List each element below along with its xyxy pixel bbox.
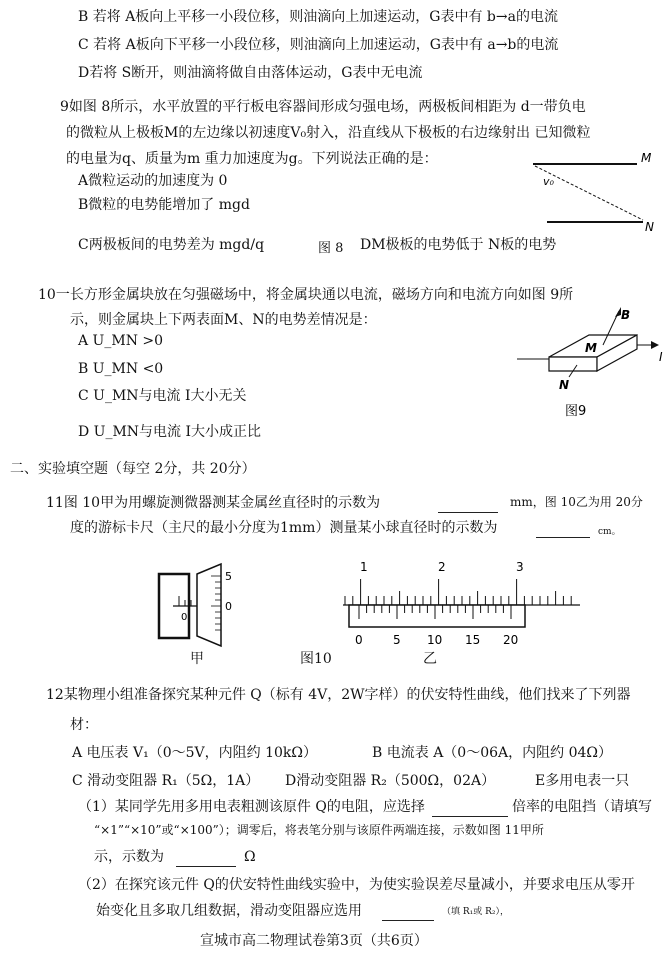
thimble-label-5: 5 — [225, 570, 232, 583]
q12-part2-line2: 始变化且多取几组数据，滑动变阻器应选用 — [96, 903, 362, 919]
q11-line2-unit: cm。 — [598, 527, 621, 537]
sleeve-label-0: 0 — [181, 612, 188, 623]
current-arrowhead — [651, 341, 659, 349]
q10-option-a: A U_MN >0 — [78, 333, 164, 349]
vernier-label-0: 0 — [355, 633, 363, 647]
section-heading: 二、实验填空题（每空 2分，共 20分） — [10, 461, 256, 477]
q12-equipment-d: D滑动变阻器 R₂（500Ω，02A） — [285, 773, 496, 789]
vernier-label-20: 20 — [503, 633, 519, 647]
main-scale-ticks — [345, 579, 571, 605]
q8-option-c: C 若将 A板向下平移一小段位移，则油滴向上加速运动，G表中有 a→b的电流 — [78, 37, 559, 53]
q9-stem-line3: 的电量为q、质量为m 重力加速度为g。下列说法正确的是： — [66, 151, 438, 167]
block-front-face — [549, 357, 597, 371]
q9-option-a: A微粒运动的加速度为 0 — [78, 173, 228, 189]
q11-answer-blank-2[interactable] — [536, 537, 590, 538]
plate-n-label: N — [645, 220, 654, 232]
q12-equipment-e: E多用电表一只 — [535, 773, 630, 789]
q9-option-c: C两极板间的电势差为 mgd/q — [78, 237, 265, 253]
figure-9-label: 图9 — [565, 404, 587, 419]
q9-stem-line2: 的微粒从上极板M的左边缘以初速度V₀射入，沿直线从下极板的右边缘射出 已知微粒 — [66, 125, 591, 141]
q8-option-d: D若将 S断开，则油滴将做自由落体运动，G表中无电流 — [78, 65, 423, 81]
q11-answer-blank-1[interactable] — [438, 512, 498, 513]
q12-answer-blank-reading[interactable] — [176, 866, 236, 867]
figure-10-yi-label: 乙 — [423, 651, 437, 667]
figure-9-metal-block — [515, 305, 665, 425]
n-label: N — [559, 378, 570, 392]
vernier-label-10: 10 — [427, 633, 443, 647]
q11-line1-text: 11图 10甲为用螺旋测微器测某金属丝直径时的示数为 — [46, 495, 381, 511]
q12-equipment-a: A 电压表 V₁（0～5V，内阻约 10kΩ） — [72, 745, 318, 761]
figure-10-jia-label: 甲 — [190, 651, 204, 667]
m-label: M — [585, 341, 597, 355]
q10-stem-line2: 示，则金属块上下两表面M、N的电势差情况是： — [70, 312, 377, 328]
main-scale-label-3: 3 — [516, 560, 524, 574]
vernier-slider — [349, 605, 525, 627]
q10-option-b: B U_MN <0 — [78, 361, 164, 377]
i-label: I — [659, 350, 663, 364]
q12-stem-line1: 12某物理小组准备探究某种元件 Q（标有 4V，2W字样）的伏安特性曲线，他们找来了下列器 — [46, 687, 631, 703]
figure-8-capacitor — [525, 152, 665, 232]
q11-line2-text: 度的游标卡尺（主尺的最小分度为1mm）测量某小球直径时的示数为 — [70, 520, 498, 536]
figure-10-vernier-caliper — [335, 556, 585, 652]
q12-part1-line2: “×1”“×10”或“×100”）；调零后，将表笔分别与该原件两端连接，示数如图 11甲所 — [94, 823, 544, 837]
q9-figure-label: 图 8 — [318, 241, 344, 256]
q11-line1-tail: mm，图 10乙为用 20分 — [510, 495, 643, 509]
q12-part1-line3: 示，示数为 — [94, 849, 164, 865]
main-scale-label-1: 1 — [360, 560, 368, 574]
page-footer: 宣城市高二物理试卷第3页（共6页） — [200, 933, 428, 949]
vernier-label-15: 15 — [465, 633, 481, 647]
main-scale-label-2: 2 — [438, 560, 446, 574]
q8-option-b: B 若将 A板向上平移一小段位移，则油滴向上加速运动，G表中有 b→a的电流 — [78, 9, 558, 25]
q12-part1-unit: Ω — [244, 849, 256, 865]
q10-stem-line1: 10一长方形金属块放在匀强磁场中，将金属块通以电流，磁场方向和电流方向如图 9所 — [38, 287, 574, 303]
q12-equipment-b: B 电流表 A（0～06A，内阻约 04Ω） — [372, 745, 613, 761]
q12-part1-line1: （1）某同学先用多用电表粗测该原件 Q的电阻，应选择 — [78, 799, 425, 815]
q12-part2-hint: （填 R₁或 R₂）， — [442, 907, 509, 917]
plate-m-label: M — [641, 152, 652, 165]
q9-option-d: DM极板的电势低于 N板的电势 — [360, 237, 557, 253]
figure-10-label: 图10 — [300, 651, 332, 667]
thimble-label-0: 0 — [225, 600, 232, 613]
q12-stem-line2: 材： — [70, 717, 98, 733]
figure-10-micrometer — [155, 560, 240, 650]
q10-option-c: C U_MN与电流 I大小无关 — [78, 388, 247, 404]
q10-option-d: D U_MN与电流 I大小成正比 — [78, 424, 262, 440]
q12-part2-line1: （2）在探究该元件 Q的伏安特性曲线实验中，为使实验误差尽量减小，并要求电压从零开 — [78, 877, 635, 893]
q12-equipment-c: C 滑动变阻器 R₁（5Ω，1A） — [72, 773, 260, 789]
b-label: B — [621, 308, 631, 322]
q12-answer-blank-range[interactable] — [432, 816, 508, 817]
q9-stem-line1: 9如图 8所示，水平放置的平行板电容器间形成匀强电场，两极板间相距为 d一带负电 — [60, 99, 586, 115]
q12-answer-blank-rheostat[interactable] — [382, 920, 434, 921]
vernier-label-5: 5 — [393, 633, 401, 647]
q12-part1-line1-tail: 倍率的电阻挡（请填写 — [512, 799, 652, 815]
q9-option-b: B微粒的电势能增加了 mgd — [78, 197, 250, 213]
v0-label: v₀ — [543, 175, 554, 188]
